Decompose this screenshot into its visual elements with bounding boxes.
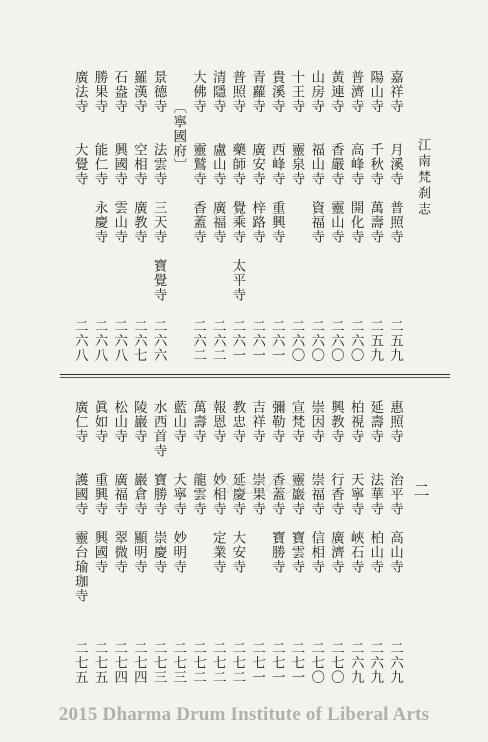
page-reference: 二五九 (387, 318, 403, 362)
page-number: 二 (411, 482, 430, 500)
library-seal-stamp: ◯◯◯◯◯◯◯ (217, 481, 305, 494)
temple-names: 松山寺 廣福寺 翠微寺 (111, 400, 128, 574)
section-divider-secondary (60, 377, 450, 378)
index-column (366, 70, 384, 362)
page-reference: 二七二 (209, 640, 226, 684)
page-reference: 二六〇 (347, 318, 364, 362)
temple-names: 〔寧國府〕 (170, 100, 187, 173)
page-reference: 二七四 (130, 640, 147, 684)
page-reference: 二五九 (367, 318, 384, 362)
temple-names: 羅漢寺 空相寺 廣教寺 (130, 70, 147, 244)
index-column (248, 400, 266, 684)
temple-names: 廣仁寺 護國寺 靈台瑜珈寺 (71, 400, 88, 603)
index-column (71, 70, 89, 362)
index-column (110, 400, 128, 684)
temple-names: 吉祥寺 崇果寺 (249, 400, 266, 516)
temple-names: 大佛寺 靈鷲寺 香蓋寺 (190, 70, 206, 244)
index-column (248, 70, 266, 362)
index-column (189, 400, 207, 684)
page-reference: 二六〇 (327, 318, 344, 362)
watermark: 2015 Dharma Drum Institute of Liberal Arts (58, 704, 430, 725)
temple-names: 陵巖寺 巖倉寺 顯明寺 (130, 400, 147, 574)
page-reference: 二七五 (71, 640, 88, 684)
temple-names: 山房寺 福山寺 資福寺 (308, 70, 325, 244)
index-column (307, 70, 325, 362)
temple-names: 萬壽寺 龍雲寺 (190, 400, 206, 516)
index-column (268, 70, 286, 362)
index-column (209, 400, 227, 684)
index-column (386, 400, 404, 684)
index-column (169, 400, 187, 684)
section-divider (60, 374, 450, 375)
index-column (209, 70, 227, 362)
page-reference: 二七一 (268, 640, 285, 684)
temple-names: 廣法寺 大覺寺 (71, 70, 88, 186)
page-reference: 二六九 (347, 640, 364, 684)
temple-names: 興教寺 行香寺 廣濟寺 (327, 400, 344, 574)
index-column (91, 70, 109, 362)
page-reference: 二六二 (209, 318, 226, 362)
index-column (327, 70, 345, 362)
temple-names: 普濟寺 高峰寺 開化寺 (347, 70, 364, 244)
index-column (386, 70, 404, 362)
index-column (130, 400, 148, 684)
temple-names: 宣梵寺 靈巖寺 寶雲寺 (288, 400, 305, 574)
page-reference: 二六九 (367, 640, 384, 684)
index-column (327, 400, 345, 684)
index-column (268, 400, 286, 684)
page-header-title: 江南梵刹志 (415, 138, 430, 218)
temple-names: 普照寺 藥師寺 覺乘寺 太平寺 (229, 70, 246, 302)
index-column (228, 70, 246, 362)
page-reference: 二六〇 (308, 318, 325, 362)
temple-names: 黃連寺 香嚴寺 靈山寺 (327, 70, 344, 244)
temple-names: 延壽寺 法華寺 柏山寺 (367, 400, 384, 574)
temple-names: 清隱寺 盧山寺 廣福寺 (209, 70, 226, 244)
page-reference: 二六七 (130, 318, 147, 362)
index-column (307, 400, 325, 684)
index-column (71, 400, 89, 684)
temple-names: 柏視寺 天寧寺 峽石寺 (347, 400, 364, 574)
index-column (366, 400, 384, 684)
page-reference: 二七一 (249, 640, 266, 684)
index-column (150, 400, 168, 684)
temple-names: 教忠寺 延慶寺 大安寺 (229, 400, 246, 574)
index-column (169, 100, 187, 392)
page-reference: 二七二 (229, 640, 246, 684)
page-reference: 二六〇 (288, 318, 305, 362)
page-reference: 二六八 (91, 318, 108, 362)
temple-names: 石盎寺 興國寺 雲山寺 (111, 70, 128, 244)
temple-names: 青蘿寺 廣安寺 梓路寺 (249, 70, 266, 244)
page-reference: 二六八 (111, 318, 128, 362)
temple-names: 彌勒寺 香蓋寺 寶勝寺 (268, 400, 285, 574)
page-reference: 二六一 (229, 318, 246, 362)
page-reference: 二七〇 (327, 640, 344, 684)
temple-names: 嘉祥寺 月溪寺 普照寺 (387, 70, 403, 244)
index-column (347, 70, 365, 362)
index-column (130, 70, 148, 362)
index-column (91, 400, 109, 684)
temple-names: 勝果寺 能仁寺 永慶寺 (91, 70, 108, 244)
page-reference: 二六一 (268, 318, 285, 362)
temple-names: 報恩寺 妙相寺 定業寺 (209, 400, 226, 574)
page-reference: 二七四 (111, 640, 128, 684)
temple-names: 陽山寺 千秋寺 萬壽寺 (367, 70, 384, 244)
index-column (288, 70, 306, 362)
temple-names: 藍山寺 大寧寺 妙明寺 (170, 400, 187, 574)
index-column (228, 400, 246, 684)
temple-names: 貴溪寺 西峰寺 重興寺 (268, 70, 285, 244)
index-column (189, 70, 207, 362)
temple-names: 惠照寺 治平寺 高山寺 (387, 400, 403, 574)
page-reference: 二七三 (150, 640, 167, 684)
page-reference: 二七五 (91, 640, 108, 684)
page-reference: 二七〇 (308, 640, 325, 684)
page-reference: 二六九 (387, 640, 403, 684)
temple-names: 十王寺 靈泉寺 (288, 70, 305, 186)
page-reference: 二六一 (249, 318, 266, 362)
page-reference: 二七二 (190, 640, 206, 684)
index-column (110, 70, 128, 362)
temple-names: 崇因寺 崇福寺 信相寺 (308, 400, 325, 574)
index-column (150, 70, 168, 362)
page-reference: 二六二 (190, 318, 206, 362)
page-reference: 二七三 (170, 640, 187, 684)
page-reference: 二六六 (150, 318, 167, 362)
page-reference: 二六八 (71, 318, 88, 362)
index-column (288, 400, 306, 684)
index-column (347, 400, 365, 684)
temple-names: 眞如寺 重興寺 興國寺 (91, 400, 108, 574)
page-reference: 二七一 (288, 640, 305, 684)
temple-names: 景德寺 法雲寺 三天寺 寶覺寺 (150, 70, 167, 302)
temple-names: 水西首寺 寶勝寺 崇慶寺 (150, 400, 167, 574)
